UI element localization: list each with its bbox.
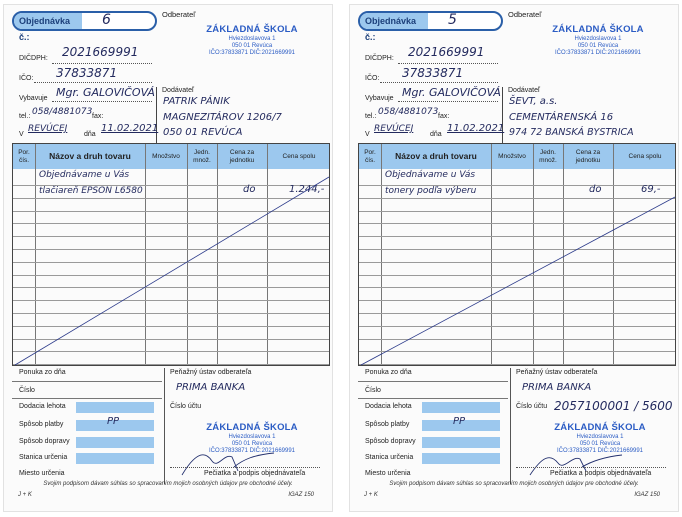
transport-label: Spôsob dopravy (365, 438, 416, 445)
dic-value: 2021669991 (62, 45, 139, 59)
strike-line (359, 169, 677, 367)
supplier-box (502, 87, 676, 144)
item-total: 69,- (641, 184, 661, 195)
vybavuje-value: Mgr. GALOVIČOVÁ (402, 86, 501, 99)
fax-label: fax: (438, 113, 450, 120)
order-number-field (358, 11, 503, 42)
delivery-field (76, 402, 154, 413)
transport-field (422, 437, 500, 448)
customer-label: Odberateľ (162, 10, 196, 19)
bank-label: Peňažný ústav odberateľa (170, 369, 252, 376)
order-form-5 (349, 4, 679, 512)
station-label: Stanica určenia (365, 454, 414, 461)
destination-label: Miesto určenia (365, 470, 411, 477)
date-label: dňa (430, 131, 442, 138)
number-label: Číslo (365, 387, 381, 394)
supplier-line-2: CEMENTÁRENSKÁ 16 (509, 112, 614, 123)
items-table-header (359, 144, 675, 169)
school-stamp: ZÁKLADNÁ ŠKOLA Hviezdoslavova 1 050 01 Revúca IČO:37833871 DIČ:2021669991 (552, 24, 644, 56)
supplier-line-3: 974 72 BANSKÁ BYSTRICA (509, 127, 634, 138)
order-number-value: 5 (448, 12, 457, 28)
supplier-box (156, 87, 330, 144)
th-total: Cena spolu (282, 152, 316, 160)
station-field (76, 453, 154, 464)
item-line-1: Objednávame u Vás (385, 170, 476, 180)
th-quantity: Množstvo (152, 152, 180, 160)
th-name: Názov a druh tovaru (395, 150, 477, 161)
v-label: V (365, 131, 370, 138)
signature-label: Pečiatka a podpis objednávateľa (550, 470, 652, 477)
items-table (12, 143, 330, 366)
items-table (358, 143, 676, 366)
item-line-1: Objednávame u Vás (39, 170, 130, 180)
th-number: Por. čís. (364, 149, 376, 164)
offer-label: Ponuka zo dňa (365, 369, 412, 376)
dic-value: 2021669991 (408, 45, 485, 59)
tel-value: 058/4881073 (32, 107, 93, 117)
transport-label: Spôsob dopravy (19, 438, 70, 445)
th-total: Cena spolu (628, 152, 662, 160)
destination-label: Miesto určenia (19, 470, 65, 477)
signature-label: Pečiatka a podpis objednávateľa (204, 470, 306, 477)
corner-right: IGAZ 150 (288, 492, 314, 498)
dic-label: DIČDPH: (19, 55, 48, 62)
account-label: Číslo účtu (170, 403, 202, 410)
ico-label: IČO: (19, 75, 34, 82)
th-unit-price: Cena za jednotku (575, 149, 601, 164)
bank-label: Peňažný ústav odberateľa (516, 369, 598, 376)
bank-value: PRIMA BANKA (176, 382, 246, 393)
delivery-field (422, 402, 500, 413)
supplier-line-1: ŠEVT, a.s. (509, 96, 558, 107)
date-label: dňa (84, 131, 96, 138)
th-unit: Jedn. množ. (539, 149, 557, 164)
th-unit: Jedn. množ. (193, 149, 211, 164)
delivery-label: Dodacia lehota (365, 403, 412, 410)
station-label: Stanica určenia (19, 454, 68, 461)
item-price: do (243, 184, 256, 195)
account-label: Číslo účtu (516, 403, 548, 410)
supplier-line-3: 050 01 REVÚCA (163, 127, 243, 138)
station-field (422, 453, 500, 464)
payment-label: Spôsob platby (365, 421, 410, 428)
v-label: V (19, 131, 24, 138)
school-stamp: ZÁKLADNÁ ŠKOLA Hviezdoslavova 1 050 01 Revúca IČO:37833871 DIČ:2021669991 (206, 24, 298, 56)
ico-label: IČO: (365, 75, 380, 82)
consent-note: Svojim podpisom dávam súhlas so spracovaním mojich osobných údajov pre obchodné účely. (389, 481, 639, 487)
vybavuje-label: Vybavuje (19, 95, 48, 102)
consent-note: Svojim podpisom dávam súhlas so spracovaním mojich osobných údajov pre obchodné účely. (43, 481, 293, 487)
offer-label: Ponuka zo dňa (19, 369, 66, 376)
order-number-label: Objednávka č.: (14, 13, 82, 29)
order-number-field (12, 11, 157, 42)
city-value: REVÚCEJ (28, 124, 68, 134)
fax-label: fax: (92, 113, 104, 120)
th-number: Por. čís. (18, 149, 30, 164)
strike-line (13, 169, 331, 367)
vybavuje-value: Mgr. GALOVIČOVÁ (56, 86, 155, 99)
number-label: Číslo (19, 387, 35, 394)
delivery-label: Dodacia lehota (19, 403, 66, 410)
ico-value: 37833871 (402, 66, 464, 80)
item-price: do (589, 184, 602, 195)
supplier-line-2: MAGNEZITÁROV 1206/7 (163, 112, 282, 123)
bank-value: PRIMA BANKA (522, 382, 592, 393)
school-stamp-bottom: ZÁKLADNÁ ŠKOLA Hviezdoslavova 1 050 01 Revúca IČO:37833871 DIČ:2021669991 (206, 422, 298, 454)
payment-value: PP (107, 416, 120, 427)
vybavuje-label: Vybavuje (365, 95, 394, 102)
tel-value: 058/4881073 (378, 107, 439, 117)
transport-field (76, 437, 154, 448)
item-line-2: tlačiareň EPSON L6580 (39, 186, 143, 196)
order-number-value: 6 (102, 12, 111, 28)
order-number-label: Objednávka č.: (360, 13, 428, 29)
supplier-label: Dodávateľ (508, 87, 541, 94)
tel-label: tel.: (19, 113, 31, 120)
th-quantity: Množstvo (498, 152, 526, 160)
school-stamp-bottom: ZÁKLADNÁ ŠKOLA Hviezdoslavova 1 050 01 Revúca IČO:37833871 DIČ:2021669991 (554, 422, 646, 454)
payment-label: Spôsob platby (19, 421, 64, 428)
item-line-2: tonery podľa výberu (385, 186, 477, 196)
date-value: 11.02.2021 (447, 123, 505, 134)
order-form-6 (3, 4, 333, 512)
th-name: Názov a druh tovaru (49, 150, 131, 161)
corner-left: J + K (364, 492, 378, 498)
corner-right: IGAZ 150 (634, 492, 660, 498)
payment-value: PP (453, 416, 466, 427)
supplier-label: Dodávateľ (162, 87, 195, 94)
th-unit-price: Cena za jednotku (229, 149, 255, 164)
supplier-line-1: PATRIK PÁNIK (163, 96, 230, 107)
item-total: 1.244,- (289, 184, 325, 195)
customer-label: Odberateľ (508, 10, 542, 19)
corner-left: J + K (18, 492, 32, 498)
tel-label: tel.: (365, 113, 377, 120)
date-value: 11.02.2021 (101, 123, 159, 134)
city-value: REVÚCEJ (374, 124, 414, 134)
dic-label: DIČDPH: (365, 55, 394, 62)
ico-value: 37833871 (56, 66, 118, 80)
account-value: 2057100001 / 5600 (554, 399, 673, 413)
items-table-header (13, 144, 329, 169)
